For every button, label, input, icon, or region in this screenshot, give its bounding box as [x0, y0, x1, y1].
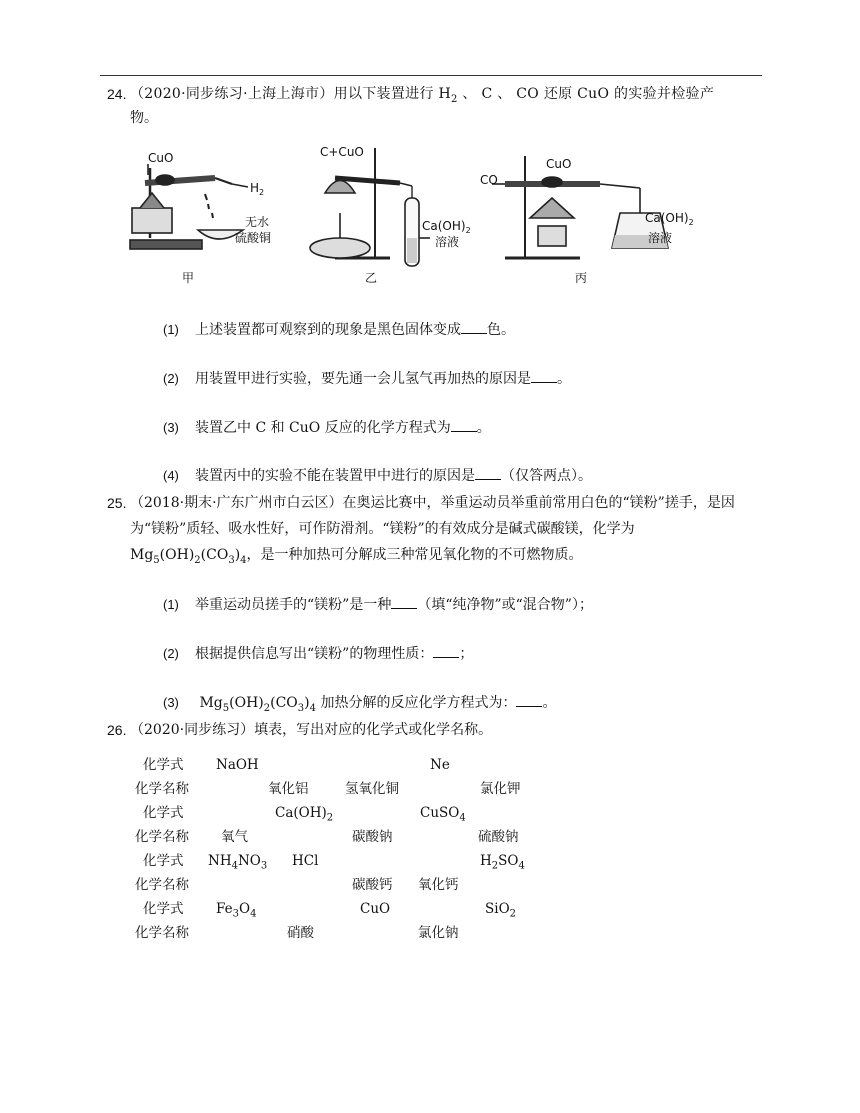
- jia-cuo-label: CuO: [148, 151, 174, 165]
- jia-h2-label: $H_2$: [250, 181, 265, 197]
- jia-salt-label2: 硫酸铜: [235, 231, 272, 245]
- q25-number: 25.: [107, 495, 127, 511]
- q24-item-3: (3) 装置乙中 C 和 CuO 反应的化学方程式为 。: [163, 417, 491, 438]
- apparatus-yi: [310, 148, 430, 266]
- apparatus-figure: [120, 138, 694, 288]
- table-cell: SiO$_2$: [485, 901, 517, 920]
- table-row-label: 化学式: [143, 805, 184, 821]
- q24-item-1: (1) 上述装置都可观察到的现象是黑色固体变成 色。: [163, 319, 515, 340]
- table-row-label: 化学式: [143, 757, 184, 773]
- bing-cuo-label: CuO: [546, 157, 572, 171]
- q24-item-2: (2) 用装置甲进行实验，要先通一会儿氢气再加热的原因是 。: [163, 368, 571, 389]
- bing-caoh-label: $Ca(OH)_2$: [645, 211, 694, 227]
- jia-salt-label1: 无水: [245, 215, 270, 229]
- table-row-label: 化学名称: [135, 781, 189, 797]
- answer-blank[interactable]: [391, 594, 417, 609]
- table-row-label: 化学名称: [135, 877, 189, 893]
- table-row-label: 化学式: [143, 853, 184, 869]
- q26-stem: （2020·同步练习）填表，写出对应的化学式或化学名称。: [130, 722, 493, 738]
- yi-caoh-label: $Ca(OH)_2$: [422, 219, 471, 235]
- jia-caption: 甲: [182, 271, 195, 285]
- q24-stem-cont: 物。: [130, 110, 158, 126]
- table-cell: Ne: [430, 757, 450, 773]
- yi-reactant-label: C+CuO: [320, 145, 364, 159]
- table-cell: $Ca(OH)_2$: [275, 805, 334, 824]
- table-cell: CuSO$_4$: [420, 805, 466, 824]
- header-rule: [100, 75, 762, 76]
- table-cell: 氯化钾: [480, 781, 521, 797]
- table-cell: 硫酸钠: [478, 829, 519, 845]
- table-cell: NaOH: [216, 757, 259, 773]
- q25-item-2: (2) 根据提供信息写出“镁粉”的物理性质： ；: [163, 643, 473, 664]
- q24-source: （2020·同步练习·上海上海市）: [130, 86, 334, 102]
- table-row-label: 化学式: [143, 901, 184, 917]
- table-row-label: 化学名称: [135, 829, 189, 845]
- apparatus-bing: [492, 156, 668, 258]
- table-cell: 氧气: [221, 829, 248, 845]
- answer-blank[interactable]: [461, 319, 487, 334]
- q24-number: 24.: [107, 86, 127, 102]
- yi-caption: 乙: [365, 271, 378, 285]
- q25-item-3: (3) $Mg_5(OH)_2(CO_3)_4$ 加热分解的反应化学方程式为： 。: [163, 692, 556, 719]
- answer-blank[interactable]: [475, 465, 501, 480]
- answer-blank[interactable]: [451, 417, 477, 432]
- apparatus-jia: [130, 164, 248, 249]
- q25-line1: （2018·期末·广东广州市白云区）在奥运比赛中，举重运动员举重前常用白色的“镁粉”搓手，是因: [130, 495, 735, 511]
- table-cell: 碳酸钙: [352, 877, 393, 893]
- table-cell: 氯化钠: [418, 925, 459, 941]
- q25-item-1: (1) 举重运动员搓手的“镁粉”是一种 （填“纯净物”或“混合物”）；: [163, 594, 593, 615]
- q25-line3: $Mg_5(OH)_2(CO_3)_4$，是一种加热可分解成三种常见氧化物的不可燃物质。: [130, 547, 583, 566]
- table-cell: 氢氧化铜: [345, 781, 399, 797]
- table-cell: $NH_4NO_3$: [208, 853, 268, 872]
- answer-blank[interactable]: [433, 643, 459, 658]
- q25-line2: 为“镁粉”质轻、吸水性好，可作防滑剂。“镁粉”的有效成分是碱式碳酸镁，化学为: [130, 521, 635, 537]
- bing-solution-label: 溶液: [648, 231, 673, 245]
- bing-co-label: CO: [480, 173, 498, 187]
- bing-caption: 丙: [575, 271, 588, 285]
- q26-number: 26.: [107, 722, 127, 738]
- table-cell: HCl: [292, 853, 319, 869]
- table-row-label: 化学名称: [135, 925, 189, 941]
- table-cell: 硝酸: [287, 925, 314, 941]
- table-cell: 氧化铝: [268, 781, 309, 797]
- table-cell: 氧化钙: [418, 877, 459, 893]
- q24-item-4: (4) 装置丙中的实验不能在装置甲中进行的原因是 （仅答两点）。: [163, 465, 592, 486]
- yi-solution-label: 溶液: [435, 235, 460, 249]
- q24-stem: （2020·同步练习·上海上海市）用以下装置进行 $H_2$ 、 C 、 CO 还原 CuO 的实验并检验产: [130, 86, 715, 105]
- table-cell: $H_2SO_4$: [480, 853, 525, 872]
- table-cell: 碳酸钠: [352, 829, 393, 845]
- table-cell: CuO: [360, 901, 391, 917]
- table-cell: $Fe_3O_4$: [216, 901, 257, 920]
- answer-blank[interactable]: [531, 368, 557, 383]
- answer-blank[interactable]: [516, 692, 542, 707]
